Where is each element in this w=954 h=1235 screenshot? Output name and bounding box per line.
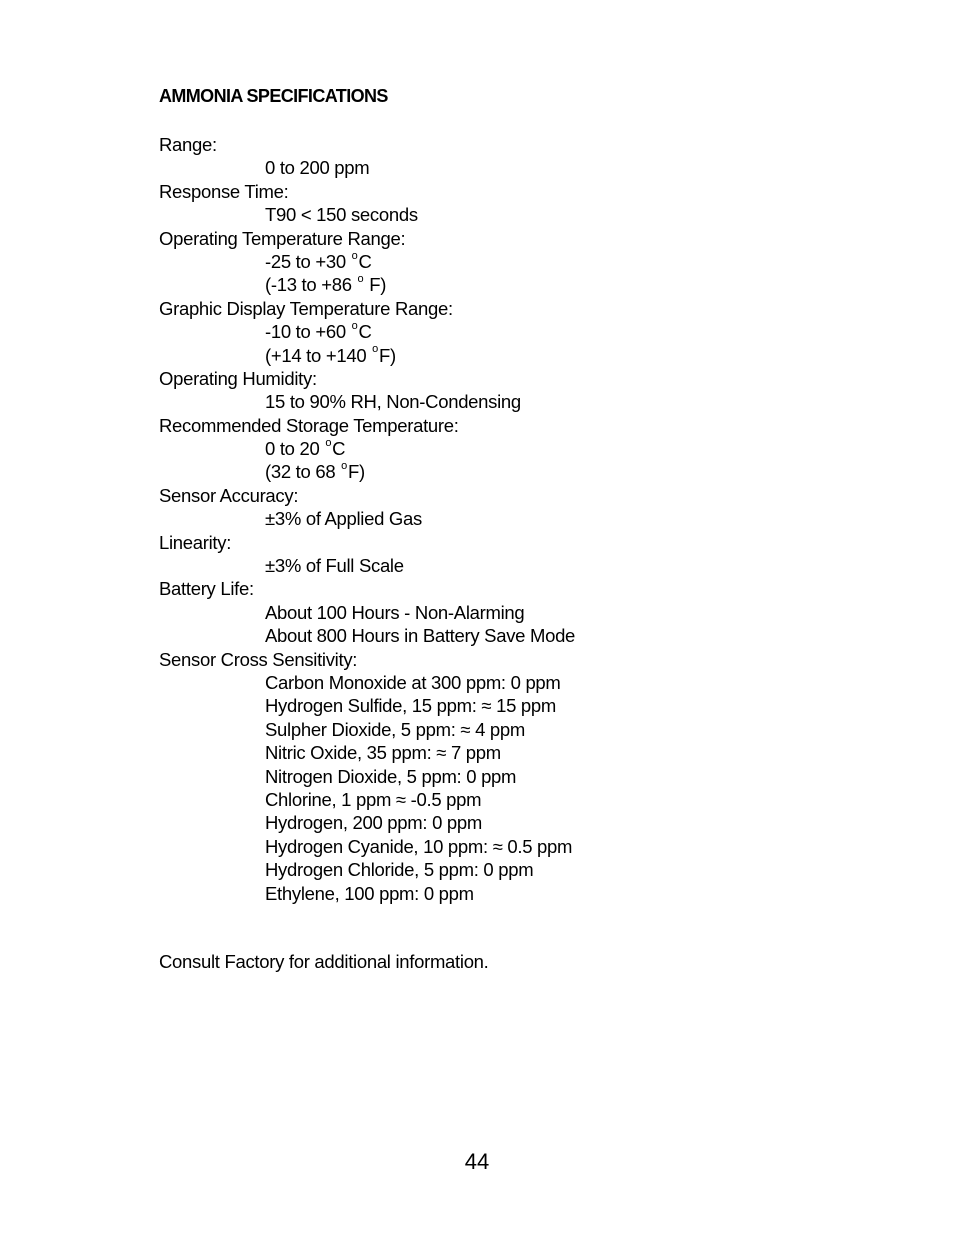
spec-label: Response Time: (159, 180, 289, 202)
spec-label: Operating Temperature Range: (159, 227, 406, 249)
spec-value (159, 554, 575, 577)
spec-value (159, 882, 575, 905)
spec-value-text: Hydrogen Chloride, 5 ppm: 0 ppm (265, 859, 534, 881)
page-title: AMMONIA SPECIFICATIONS (159, 86, 388, 106)
spec-value-text: 15 to 90% RH, Non-Condensing (265, 391, 521, 413)
spec-value-unit: F) (348, 461, 365, 483)
degree-symbol: o (351, 319, 358, 332)
spec-label: Sensor Cross Sensitivity: (159, 648, 358, 670)
spec-label: Linearity: (159, 531, 232, 553)
spec-value-text: (-13 to +86 (265, 274, 357, 296)
spec-label: Range: (159, 134, 217, 155)
spec-value (159, 835, 575, 858)
spec-value-text: ±3% of Applied Gas (265, 508, 422, 530)
spec-value (159, 390, 575, 413)
spec-value (159, 437, 575, 460)
spec-value-text: -10 to +60 (265, 321, 351, 343)
spec-value-text: Nitrogen Dioxide, 5 ppm: 0 ppm (265, 765, 517, 787)
page-number: 44 (464, 1149, 490, 1174)
spec-value (159, 718, 575, 741)
spec-value (159, 741, 575, 764)
spec-value (159, 507, 575, 530)
spec-value-text: 0 to 200 ppm (265, 157, 370, 179)
spec-value (159, 320, 575, 343)
spec-value-text: Carbon Monoxide at 300 ppm: 0 ppm (265, 671, 561, 693)
spec-value-text: (+14 to +140 (265, 344, 372, 366)
spec-label: Graphic Display Temperature Range: (159, 297, 453, 319)
spec-value-text: ±3% of Full Scale (265, 555, 404, 577)
spec-value-text: Chlorine, 1 ppm ≈ -0.5 ppm (265, 788, 482, 810)
degree-symbol: o (372, 343, 378, 356)
spec-value-text: Nitric Oxide, 35 ppm: ≈ 7 ppm (265, 742, 501, 764)
degree-symbol: o (351, 249, 358, 262)
spec-value (159, 694, 575, 717)
spec-list (159, 133, 575, 905)
spec-value-unit: C (358, 321, 372, 343)
spec-value (159, 788, 575, 811)
spec-value-text: 0 to 20 (265, 438, 325, 460)
spec-value-unit: C (358, 250, 372, 272)
spec-value-text: Hydrogen, 200 ppm: 0 ppm (265, 812, 482, 834)
spec-value (159, 765, 575, 788)
degree-symbol: o (341, 460, 347, 473)
degree-symbol: o (357, 273, 364, 286)
spec-value (159, 273, 575, 296)
spec-label: Sensor Accuracy: (159, 484, 299, 506)
spec-value (159, 203, 575, 226)
spec-label: Battery Life: (159, 578, 254, 600)
spec-value-text: About 100 Hours - Non-Alarming (265, 601, 525, 623)
spec-value-text: Ethylene, 100 ppm: 0 ppm (265, 882, 474, 904)
spec-label: Operating Humidity: (159, 367, 317, 389)
spec-value-text: Sulpher Dioxide, 5 ppm: ≈ 4 ppm (265, 718, 525, 740)
spec-value (159, 624, 575, 647)
spec-value-unit: F) (364, 274, 387, 296)
spec-value-text: Hydrogen Sulfide, 15 ppm: ≈ 15 ppm (265, 695, 556, 717)
spec-value (159, 671, 575, 694)
spec-value (159, 460, 575, 483)
spec-value-text: About 800 Hours in Battery Save Mode (265, 625, 576, 647)
spec-value-text: (32 to 68 (265, 461, 341, 483)
spec-value-unit: F) (379, 344, 396, 366)
spec-value (159, 858, 575, 881)
spec-value (159, 156, 575, 179)
spec-value-text: T90 < 150 seconds (265, 204, 418, 226)
spec-value-text: Hydrogen Cyanide, 10 ppm: ≈ 0.5 ppm (265, 835, 573, 857)
spec-value (159, 344, 575, 367)
spec-value-text: -25 to +30 (265, 250, 351, 272)
spec-value (159, 811, 575, 834)
spec-value (159, 601, 575, 624)
spec-label: Recommended Storage Temperature: (159, 414, 459, 436)
spec-value-unit: C (332, 438, 346, 460)
spec-value (159, 250, 575, 273)
footer-note: Consult Factory for additional information. (159, 951, 489, 972)
degree-symbol: o (325, 436, 332, 449)
